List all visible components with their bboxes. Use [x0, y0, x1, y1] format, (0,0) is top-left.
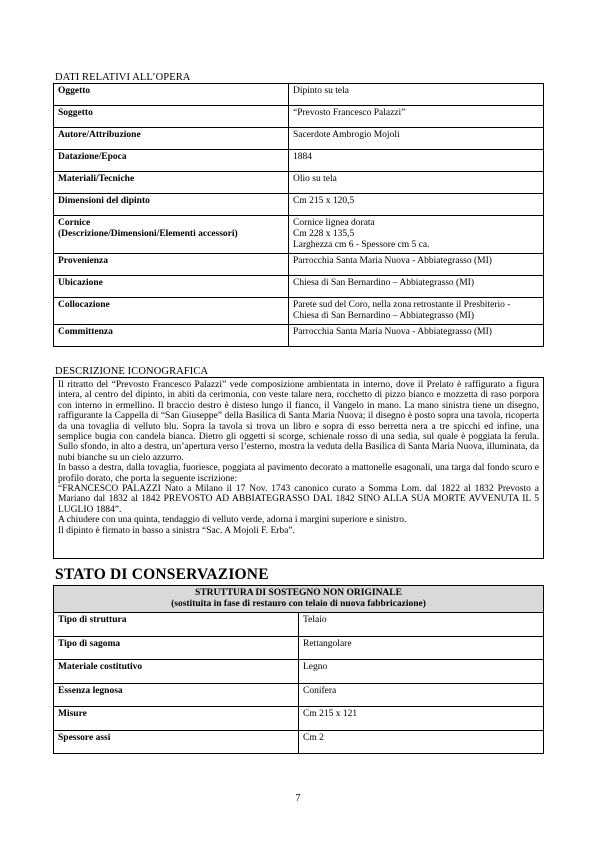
dati-value: Cm 228 x 135,5 — [293, 229, 355, 239]
dati-label: Collocazione — [58, 300, 110, 310]
stato-table — [53, 585, 544, 754]
dati-label-cell — [54, 216, 289, 254]
dati-table-row — [54, 298, 544, 325]
dati-table-row — [54, 150, 544, 172]
stato-value: Telaio — [299, 613, 544, 637]
stato-table-row — [54, 660, 544, 684]
dati-value: Parete sud del Coro, nella zona retrostante il Presbiterio - — [293, 300, 511, 310]
stato-value: Cm 2 — [299, 730, 544, 754]
dati-label: Provenienza — [58, 256, 108, 266]
dati-label: Dimensioni del dipinto — [58, 196, 150, 206]
descrizione-paragraph: In basso a destra, dalla tovaglia, fuoriesce, poggiata al pavimento decorato a mattonelle esagonali, una targa dal fondo scuro e profilo dorato, che porta la seguente iscrizione: — [58, 463, 539, 484]
dati-value: Parrocchia Santa Maria Nuova - Abbiategrasso (MI) — [293, 256, 492, 266]
dati-label: Ubicazione — [58, 278, 103, 288]
stato-label: Tipo di struttura — [54, 613, 299, 637]
stato-header-line1: STRUTTURA DI SOSTEGNO NON ORIGINALE — [195, 588, 402, 598]
dati-section-title: DATI RELATIVI ALL’OPERA — [55, 72, 191, 83]
descrizione-paragraph: “FRANCESCO PALAZZI Nato a Milano il 17 Nov. 1743 canonico curato a Somma Lom. dal 1822 al 1832 Prevosto a Mariano dal 1832 al 1842 PREVOSTO AD ABBIATEGRASSO DAL 1842 SINO ALLA SUA MORTE AVVENUTA IL 5 LUGLIO 1884”. — [58, 484, 539, 515]
dati-label-cell — [54, 194, 289, 216]
dati-label-cell — [54, 172, 289, 194]
stato-label: Misure — [54, 707, 299, 731]
dati-label: Oggetto — [58, 86, 91, 96]
dati-table-row — [54, 216, 544, 254]
dati-value-cell — [289, 194, 544, 216]
dati-table-row — [54, 128, 544, 150]
stato-table-row — [54, 613, 544, 637]
stato-header-line2: (sostituita in fase di restauro con telaio di nuova fabbricazione) — [171, 599, 426, 609]
descrizione-paragraph: Il ritratto del “Prevosto Francesco Palazzi” vede composizione ambientata in interno, dove il Prelato è raffigurato a figura intera, al centro del dipinto, in abiti da cerimonia, con veste talare nera, rocchetto di pizzo bianco e mozzetta di raso porpora con interno in ermellino. Il braccio destro è disteso lungo il fianco, il Vangelo in mano. La mano sinistra tiene un disegno, raffigurante la Cappella di “San Giuseppe” della Basilica di Santa Maria Nuova; il disegno è posto sopra una tavola, ricoperta da una tovaglia di velluto blu. Sopra la tavola si trova un libro e sopra di esso berretta nera a tre spicchi ed infine, una semplice bugia con candela bianca. Dietro gli oggetti si scorge, schienale rosso di una sedia, sul quale è poggiata la ferula. Sullo sfondo, in alto a destra, un’apertura verso l’esterno, mostra la veduta della Basilica di Santa Maria Nuova, illuminata, da nubi bianche su un cielo azzurro. — [58, 380, 539, 463]
dati-label: Autore/Attribuzione — [58, 130, 141, 140]
stato-label: Spessore assi — [54, 730, 299, 754]
dati-label-cell — [54, 84, 289, 106]
dati-value-cell — [289, 106, 544, 128]
stato-label: Tipo di sagoma — [54, 636, 299, 660]
page-number: 7 — [295, 793, 301, 804]
dati-label-cell — [54, 325, 289, 347]
dati-label: Cornice — [58, 218, 91, 228]
dati-value: 1884 — [293, 152, 312, 162]
dati-label-cell — [54, 254, 289, 276]
stato-section-title: STATO DI CONSERVAZIONE — [55, 566, 269, 583]
dati-label-cell — [54, 276, 289, 298]
dati-value: Cm 215 x 120,5 — [293, 196, 355, 206]
stato-value: Cm 215 x 121 — [299, 707, 544, 731]
dati-value: “Prevosto Francesco Palazzi” — [293, 108, 406, 118]
dati-table-row — [54, 325, 544, 347]
stato-label: Essenza legnosa — [54, 683, 299, 707]
dati-value: Chiesa di San Bernardino – Abbiategrasso (MI) — [293, 278, 474, 288]
stato-table-row — [54, 707, 544, 731]
dati-label-cell — [54, 106, 289, 128]
dati-label: Materiali/Tecniche — [58, 174, 135, 184]
dati-value-cell — [289, 84, 544, 106]
dati-table — [53, 83, 544, 347]
dati-label: Datazione/Epoca — [58, 152, 127, 162]
dati-table-row — [54, 172, 544, 194]
dati-value: Larghezza cm 6 - Spessore cm 5 ca. — [293, 240, 430, 250]
dati-value-cell — [289, 172, 544, 194]
dati-value: Chiesa di San Bernardino – Abbiategrasso (MI) — [293, 311, 474, 321]
dati-value-cell — [289, 254, 544, 276]
dati-table-row — [54, 106, 544, 128]
descrizione-section-title: DESCRIZIONE ICONOGRAFICA — [55, 366, 209, 377]
dati-value: Parrocchia Santa Maria Nuova - Abbiategrasso (MI) — [293, 327, 492, 337]
stato-value: Conifera — [299, 683, 544, 707]
stato-table-row — [54, 683, 544, 707]
dati-value: Olio su tela — [293, 174, 337, 184]
dati-table-row — [54, 84, 544, 106]
dati-table-row — [54, 194, 544, 216]
stato-table-row — [54, 636, 544, 660]
stato-table-row — [54, 730, 544, 754]
stato-label: Materiale costitutivo — [54, 660, 299, 684]
dati-value-cell — [289, 325, 544, 347]
dati-value-cell — [289, 276, 544, 298]
dati-label-cell — [54, 298, 289, 325]
descrizione-paragraph: Il dipinto è firmato in basso a sinistra “Sac. A Mojoli F. Erba”. — [58, 525, 295, 536]
dati-label-cell — [54, 128, 289, 150]
dati-table-row — [54, 254, 544, 276]
dati-label: Committenza — [58, 327, 113, 337]
dati-value-cell — [289, 150, 544, 172]
dati-value: Dipinto su tela — [293, 86, 349, 96]
dati-value-cell — [289, 216, 544, 254]
stato-value: Rettangolare — [299, 636, 544, 660]
dati-label-detail: (Descrizione/Dimensioni/Elementi accessori) — [58, 229, 238, 239]
descrizione-box — [53, 377, 544, 559]
dati-value: Sacerdote Ambrogio Mojoli — [293, 130, 400, 140]
dati-value-cell — [289, 128, 544, 150]
dati-label: Soggetto — [58, 108, 93, 118]
dati-table-row — [54, 276, 544, 298]
dati-label-cell — [54, 150, 289, 172]
dati-value: Cornice lignea dorata — [293, 218, 375, 228]
stato-header-cell — [54, 586, 544, 613]
stato-table-header — [54, 586, 544, 613]
descrizione-paragraph: A chiudere con una quinta, tendaggio di velluto verde, adorna i margini superiore e sinistro. — [58, 515, 407, 526]
dati-value-cell — [289, 298, 544, 325]
stato-value: Legno — [299, 660, 544, 684]
